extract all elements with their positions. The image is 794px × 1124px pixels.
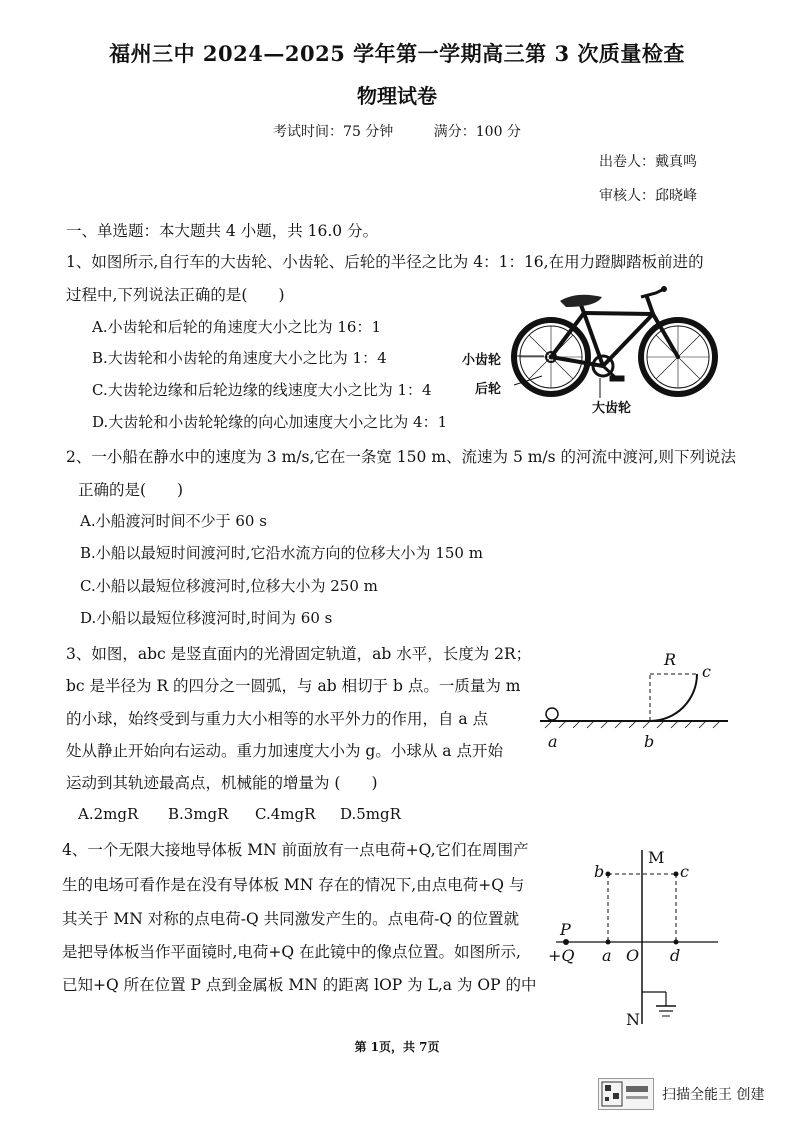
q4-line-4: 是把导体板当作平面镜时,电荷+Q 在此镜中的像点位置。如图所示, xyxy=(62,943,521,961)
q2-option-c: C.小船以最短位移渡河时,位移大小为 250 m xyxy=(80,577,378,595)
q3-label-R: R xyxy=(664,650,677,669)
q1-label-rear-wheel: 后轮 xyxy=(475,382,502,397)
q3-label-a: a xyxy=(548,732,558,751)
q4-line-1: 4、一个无限大接地导体板 MN 前面放有一点电荷+Q,它们在周围产 xyxy=(62,841,529,859)
q1-option-c: C.大齿轮边缘和后轮边缘的线速度大小之比为 1：4 xyxy=(92,381,432,399)
q3-line-5: 运动到其轨迹最高点，机械能的增量为 ( ) xyxy=(66,774,378,792)
exam-subtitle: 物理试卷 xyxy=(357,84,437,108)
q3-line-4: 处从静止开始向右运动。重力加速度大小为 g。小球从 a 点开始 xyxy=(66,742,503,760)
exam-info xyxy=(0,121,794,141)
q4-label-O: O xyxy=(626,946,640,965)
q4-line-2: 生的电场可看作是在没有导体板 MN 存在的情况下,由点电荷+Q 与 xyxy=(62,876,525,894)
section-heading: 一、单选题：本大题共 4 小题，共 16.0 分。 xyxy=(66,222,379,240)
q2-option-d: D.小船以最短位移渡河时,时间为 60 s xyxy=(80,609,333,627)
q4-plate-figure xyxy=(548,848,728,1030)
q4-label-b: b xyxy=(594,862,605,881)
q4-label-P: P xyxy=(560,920,571,939)
q2-line-1: 2、一小船在静水中的速度为 3 m/s,它在一条宽 150 m、流速为 5 m/s 的河流中渡河,则下列说法 xyxy=(66,448,736,466)
q4-label-N: N xyxy=(626,1010,640,1029)
q4-line-3: 其关于 MN 对称的点电荷-Q 共同激发产生的。点电荷-Q 的位置就 xyxy=(62,910,520,928)
q3-label-b: b xyxy=(644,732,655,751)
scanner-qr-icon xyxy=(598,1078,654,1110)
q4-label-plus-q: +Q xyxy=(548,946,575,965)
q4-label-d: d xyxy=(670,946,681,965)
q4-label-M: M xyxy=(648,848,665,867)
q1-option-b: B.大齿轮和小齿轮的角速度大小之比为 1：4 xyxy=(92,349,387,367)
exam-title: 福州三中 2024—2025 学年第一学期高三第 3 次质量检查 xyxy=(109,41,685,66)
q2-line-2: 正确的是( ) xyxy=(78,481,184,499)
q3-line-3: 的小球，始终受到与重力大小相等的水平外力的作用，自 a 点 xyxy=(66,710,489,728)
q3-option-a: A.2mgR xyxy=(78,805,139,823)
q1-label-small-gear: 小齿轮 xyxy=(462,353,502,368)
q3-option-c: C.4mgR xyxy=(255,805,316,823)
page-number: 第 1页，共 7页 xyxy=(354,1040,440,1054)
scanner-text: 扫描全能王 创建 xyxy=(662,1087,765,1103)
q3-label-c: c xyxy=(702,662,711,681)
scanner-watermark xyxy=(598,1078,764,1110)
q3-option-b: B.3mgR xyxy=(168,805,229,823)
reviewer: 审核人：邱晓峰 xyxy=(599,188,697,204)
exam-score: 满分：100 分 xyxy=(433,124,521,140)
q2-option-b: B.小船以最短时间渡河时,它沿水流方向的位移大小为 150 m xyxy=(80,544,483,562)
q1-line-2: 过程中,下列说法正确的是( ) xyxy=(66,286,285,304)
exam-time: 考试时间：75 分钟 xyxy=(273,124,394,140)
q3-line-1: 3、如图，abc 是竖直面内的光滑固定轨道，ab 水平，长度为 2R； xyxy=(66,645,532,663)
q3-option-d: D.5mgR xyxy=(340,805,401,823)
q1-line-1: 1、如图所示,自行车的大齿轮、小齿轮、后轮的半径之比为 4：1：16,在用力蹬脚踏板前进的 xyxy=(66,253,704,271)
q1-pointer-lines xyxy=(500,340,610,410)
q1-option-d: D.大齿轮和小齿轮轮缘的向心加速度大小之比为 4：1 xyxy=(92,413,448,431)
q4-line-5: 已知+Q 所在位置 P 点到金属板 MN 的距离 lOP 为 L,a 为 OP 的中 xyxy=(62,976,537,994)
q1-label-big-gear: 大齿轮 xyxy=(592,401,632,416)
author: 出卷人：戴真鸣 xyxy=(599,154,697,170)
q3-line-2: bc 是半径为 R 的四分之一圆弧，与 ab 相切于 b 点。一质量为 m xyxy=(66,677,521,695)
q4-label-c: c xyxy=(680,862,689,881)
q4-label-a: a xyxy=(602,946,612,965)
q2-option-a: A.小船渡河时间不少于 60 s xyxy=(80,512,267,530)
q1-option-a: A.小齿轮和后轮的角速度大小之比为 16：1 xyxy=(92,318,382,336)
